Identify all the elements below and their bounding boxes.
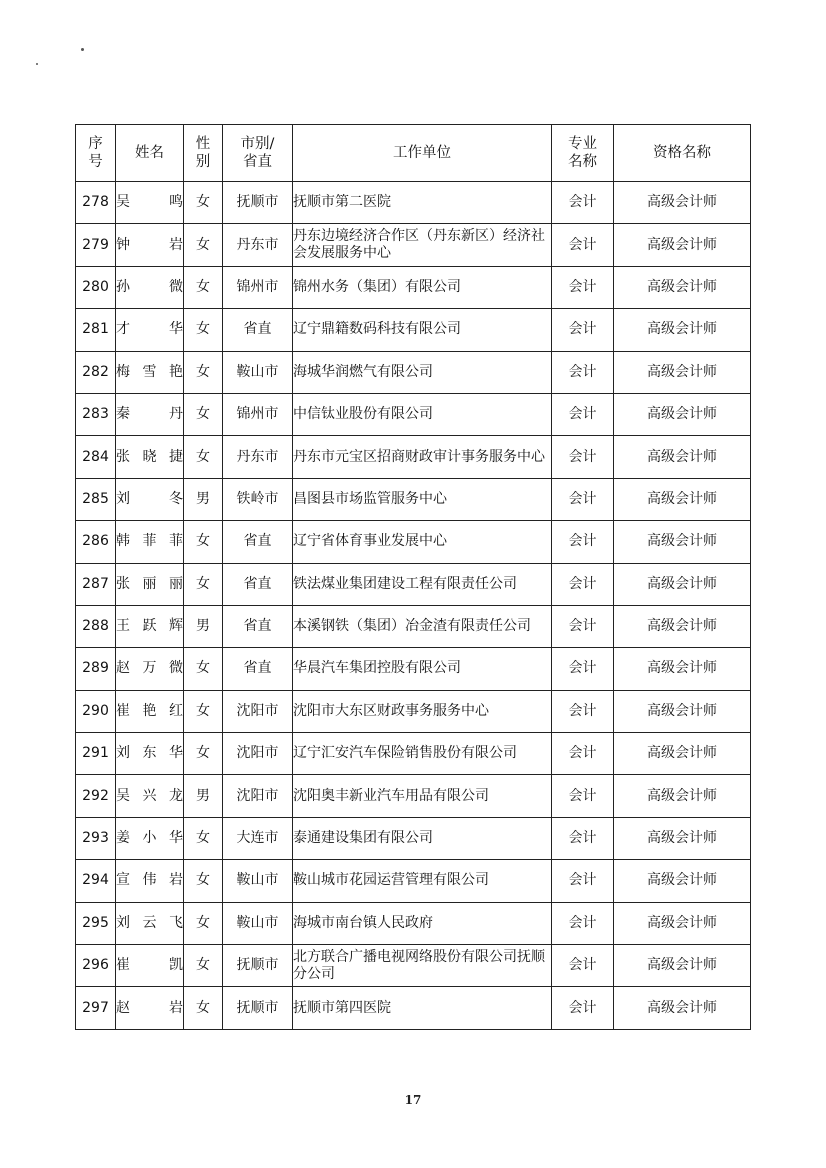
header-row (76, 125, 751, 182)
name-char: 万 (142, 660, 157, 677)
row-seq: 291 (76, 733, 116, 775)
row-city: 锦州市 (223, 393, 293, 435)
row-specialty: 会计 (552, 351, 614, 393)
table-row (76, 860, 751, 902)
row-name (116, 436, 184, 478)
row-gender: 女 (184, 733, 223, 775)
row-unit: 本溪钢铁（集团）冶金渣有限责任公司 (293, 605, 552, 647)
table-row (76, 648, 751, 690)
row-name (116, 182, 184, 224)
row-specialty: 会计 (552, 224, 614, 266)
row-unit: 锦州水务（集团）有限公司 (293, 266, 552, 308)
name-char: 吴 (116, 787, 130, 804)
row-specialty: 会计 (552, 521, 614, 563)
table-row (76, 393, 751, 435)
row-seq: 286 (76, 521, 116, 563)
row-city: 鞍山市 (223, 351, 293, 393)
table-row (76, 902, 751, 944)
row-unit: 抚顺市第四医院 (293, 987, 552, 1029)
row-seq: 293 (76, 817, 116, 859)
name-char: 晓 (142, 448, 157, 465)
row-qualification: 高级会计师 (614, 860, 751, 902)
name-characters (116, 449, 183, 466)
name-char: 张 (116, 448, 130, 465)
header-specialty: 专业 名称 (552, 125, 614, 182)
row-seq: 282 (76, 351, 116, 393)
name-characters (116, 406, 183, 423)
table-row (76, 945, 751, 987)
row-unit: 铁法煤业集团建设工程有限责任公司 (293, 563, 552, 605)
row-gender: 女 (184, 690, 223, 732)
table-row (76, 182, 751, 224)
row-name (116, 605, 184, 647)
name-characters (116, 660, 183, 677)
name-characters (116, 703, 183, 720)
name-char: 跃 (142, 618, 157, 635)
row-qualification: 高级会计师 (614, 945, 751, 987)
row-city: 丹东市 (223, 436, 293, 478)
row-specialty: 会计 (552, 860, 614, 902)
row-specialty: 会计 (552, 648, 614, 690)
row-seq: 297 (76, 987, 116, 1029)
name-characters (116, 957, 183, 974)
row-specialty: 会计 (552, 775, 614, 817)
row-unit: 丹东边境经济合作区（丹东新区）经济社会发展服务中心 (293, 224, 552, 266)
row-seq: 283 (76, 393, 116, 435)
row-unit: 鞍山城市花园运营管理有限公司 (293, 860, 552, 902)
name-char: 孙 (116, 278, 130, 295)
name-char: 菲 (142, 533, 157, 550)
row-gender: 女 (184, 987, 223, 1029)
table-row (76, 478, 751, 520)
row-qualification: 高级会计师 (614, 902, 751, 944)
table-row (76, 521, 751, 563)
name-char: 吴 (116, 194, 130, 211)
row-specialty: 会计 (552, 478, 614, 520)
row-name (116, 563, 184, 605)
row-unit: 北方联合广播电视网络股份有限公司抚顺分公司 (293, 945, 552, 987)
row-seq: 289 (76, 648, 116, 690)
row-qualification: 高级会计师 (614, 648, 751, 690)
row-seq: 287 (76, 563, 116, 605)
row-city: 沈阳市 (223, 690, 293, 732)
table-row (76, 733, 751, 775)
name-char: 鸣 (169, 194, 183, 211)
row-name (116, 478, 184, 520)
row-unit: 泰通建设集团有限公司 (293, 817, 552, 859)
row-city: 省直 (223, 563, 293, 605)
row-gender: 女 (184, 817, 223, 859)
row-name (116, 648, 184, 690)
name-characters (116, 321, 183, 338)
row-seq: 284 (76, 436, 116, 478)
row-city: 沈阳市 (223, 775, 293, 817)
row-city: 省直 (223, 648, 293, 690)
row-specialty: 会计 (552, 436, 614, 478)
row-gender: 男 (184, 605, 223, 647)
row-city: 鞍山市 (223, 860, 293, 902)
name-char: 岩 (169, 872, 183, 889)
name-char: 艳 (142, 702, 157, 719)
name-characters (116, 618, 183, 635)
row-city: 锦州市 (223, 266, 293, 308)
row-qualification: 高级会计师 (614, 690, 751, 732)
table-row (76, 436, 751, 478)
name-char: 飞 (169, 914, 183, 931)
name-char: 秦 (116, 406, 130, 423)
table-row (76, 266, 751, 308)
row-seq: 281 (76, 309, 116, 351)
row-unit: 辽宁省体育事业发展中心 (293, 521, 552, 563)
row-city: 省直 (223, 605, 293, 647)
name-char: 崔 (116, 702, 130, 719)
row-unit: 沈阳奥丰新业汽车用品有限公司 (293, 775, 552, 817)
row-qualification: 高级会计师 (614, 478, 751, 520)
row-unit: 昌图县市场监管服务中心 (293, 478, 552, 520)
row-gender: 男 (184, 478, 223, 520)
row-city: 省直 (223, 309, 293, 351)
row-qualification: 高级会计师 (614, 563, 751, 605)
row-unit: 丹东市元宝区招商财政审计事务服务中心 (293, 436, 552, 478)
row-qualification: 高级会计师 (614, 733, 751, 775)
page-number: 17 (404, 1093, 422, 1107)
name-char: 丹 (169, 406, 183, 423)
row-name (116, 775, 184, 817)
row-specialty: 会计 (552, 987, 614, 1029)
table-row (76, 775, 751, 817)
row-qualification: 高级会计师 (614, 775, 751, 817)
name-characters (116, 915, 183, 932)
row-name (116, 309, 184, 351)
name-char: 龙 (169, 787, 183, 804)
name-char: 菲 (169, 533, 183, 550)
name-char: 华 (169, 745, 183, 762)
table-row (76, 987, 751, 1029)
row-gender: 男 (184, 775, 223, 817)
name-char: 崔 (116, 957, 130, 974)
name-char: 丽 (142, 575, 157, 592)
row-city: 抚顺市 (223, 182, 293, 224)
row-specialty: 会计 (552, 309, 614, 351)
row-qualification: 高级会计师 (614, 266, 751, 308)
row-unit: 辽宁汇安汽车保险销售股份有限公司 (293, 733, 552, 775)
row-name (116, 860, 184, 902)
row-seq: 290 (76, 690, 116, 732)
name-char: 岩 (169, 999, 183, 1016)
table-row (76, 351, 751, 393)
row-city: 抚顺市 (223, 987, 293, 1029)
qualification-roster-table (75, 124, 751, 1030)
name-characters (116, 364, 183, 381)
name-char: 宣 (116, 872, 130, 889)
row-specialty: 会计 (552, 733, 614, 775)
name-char: 小 (142, 830, 157, 847)
row-gender: 女 (184, 351, 223, 393)
header-name: 姓名 (116, 125, 184, 182)
row-seq: 292 (76, 775, 116, 817)
row-gender: 女 (184, 563, 223, 605)
row-gender: 女 (184, 266, 223, 308)
name-characters (116, 533, 183, 550)
row-name (116, 224, 184, 266)
row-qualification: 高级会计师 (614, 309, 751, 351)
row-qualification: 高级会计师 (614, 351, 751, 393)
row-unit: 中信钛业股份有限公司 (293, 393, 552, 435)
name-char: 雪 (142, 363, 157, 380)
row-city: 丹东市 (223, 224, 293, 266)
table-row (76, 817, 751, 859)
row-name (116, 945, 184, 987)
row-gender: 女 (184, 224, 223, 266)
row-seq: 285 (76, 478, 116, 520)
row-name (116, 393, 184, 435)
name-char: 辉 (169, 618, 183, 635)
row-specialty: 会计 (552, 182, 614, 224)
row-gender: 女 (184, 182, 223, 224)
row-city: 鞍山市 (223, 902, 293, 944)
row-seq: 288 (76, 605, 116, 647)
row-specialty: 会计 (552, 902, 614, 944)
row-name (116, 733, 184, 775)
row-name (116, 817, 184, 859)
row-unit: 沈阳市大东区财政事务服务中心 (293, 690, 552, 732)
name-char: 岩 (169, 236, 183, 253)
table-body (76, 182, 751, 1030)
name-char: 微 (169, 278, 183, 295)
header-seq: 序 号 (76, 125, 116, 182)
name-char: 钟 (116, 236, 130, 253)
row-qualification: 高级会计师 (614, 182, 751, 224)
table-row (76, 605, 751, 647)
table-row (76, 309, 751, 351)
header-city: 市别/ 省直 (223, 125, 293, 182)
row-qualification: 高级会计师 (614, 436, 751, 478)
scan-speck (81, 48, 84, 51)
row-specialty: 会计 (552, 605, 614, 647)
row-city: 大连市 (223, 817, 293, 859)
row-unit: 抚顺市第二医院 (293, 182, 552, 224)
row-name (116, 521, 184, 563)
name-char: 王 (116, 618, 130, 635)
row-name (116, 266, 184, 308)
row-unit: 海城市南台镇人民政府 (293, 902, 552, 944)
row-city: 省直 (223, 521, 293, 563)
name-char: 华 (169, 321, 183, 338)
name-char: 姜 (116, 830, 130, 847)
header-qualification: 资格名称 (614, 125, 751, 182)
name-char: 冬 (169, 490, 183, 507)
row-city: 沈阳市 (223, 733, 293, 775)
row-unit: 辽宁鼎籍数码科技有限公司 (293, 309, 552, 351)
row-specialty: 会计 (552, 266, 614, 308)
name-char: 捷 (169, 448, 183, 465)
name-char: 才 (116, 321, 130, 338)
row-seq: 279 (76, 224, 116, 266)
name-char: 云 (142, 914, 157, 931)
row-name (116, 351, 184, 393)
name-char: 张 (116, 575, 130, 592)
row-name (116, 902, 184, 944)
name-char: 刘 (116, 914, 130, 931)
table-row (76, 224, 751, 266)
name-char: 刘 (116, 745, 130, 762)
name-characters (116, 194, 183, 211)
name-char: 微 (169, 660, 183, 677)
name-characters (116, 279, 183, 296)
row-unit: 华晨汽车集团控股有限公司 (293, 648, 552, 690)
name-characters (116, 1000, 183, 1017)
name-char: 兴 (142, 787, 157, 804)
name-char: 韩 (116, 533, 130, 550)
name-characters (116, 745, 183, 762)
name-char: 华 (169, 830, 183, 847)
row-qualification: 高级会计师 (614, 605, 751, 647)
row-seq: 295 (76, 902, 116, 944)
row-gender: 女 (184, 860, 223, 902)
name-characters (116, 491, 183, 508)
row-name (116, 690, 184, 732)
row-city: 抚顺市 (223, 945, 293, 987)
name-characters (116, 872, 183, 889)
table-row (76, 563, 751, 605)
row-qualification: 高级会计师 (614, 521, 751, 563)
name-char: 东 (142, 745, 157, 762)
header-unit: 工作单位 (293, 125, 552, 182)
row-gender: 女 (184, 309, 223, 351)
row-gender: 女 (184, 393, 223, 435)
name-char: 赵 (116, 999, 130, 1016)
row-qualification: 高级会计师 (614, 987, 751, 1029)
row-qualification: 高级会计师 (614, 817, 751, 859)
row-seq: 278 (76, 182, 116, 224)
header-gender: 性 别 (184, 125, 223, 182)
row-seq: 294 (76, 860, 116, 902)
name-char: 丽 (169, 575, 183, 592)
row-gender: 女 (184, 902, 223, 944)
name-char: 凯 (169, 957, 183, 974)
row-seq: 280 (76, 266, 116, 308)
name-char: 刘 (116, 490, 130, 507)
name-char: 赵 (116, 660, 130, 677)
name-characters (116, 788, 183, 805)
table-row (76, 690, 751, 732)
scan-speck (36, 63, 38, 65)
name-char: 伟 (142, 872, 157, 889)
row-specialty: 会计 (552, 563, 614, 605)
name-char: 艳 (169, 363, 183, 380)
row-gender: 女 (184, 521, 223, 563)
row-name (116, 987, 184, 1029)
row-unit: 海城华润燃气有限公司 (293, 351, 552, 393)
row-city: 铁岭市 (223, 478, 293, 520)
row-seq: 296 (76, 945, 116, 987)
row-specialty: 会计 (552, 817, 614, 859)
name-characters (116, 237, 183, 254)
row-qualification: 高级会计师 (614, 393, 751, 435)
name-characters (116, 830, 183, 847)
name-characters (116, 576, 183, 593)
name-char: 红 (169, 702, 183, 719)
row-gender: 女 (184, 648, 223, 690)
row-specialty: 会计 (552, 945, 614, 987)
row-specialty: 会计 (552, 393, 614, 435)
row-qualification: 高级会计师 (614, 224, 751, 266)
row-specialty: 会计 (552, 690, 614, 732)
name-char: 梅 (116, 363, 130, 380)
row-gender: 女 (184, 945, 223, 987)
row-gender: 女 (184, 436, 223, 478)
